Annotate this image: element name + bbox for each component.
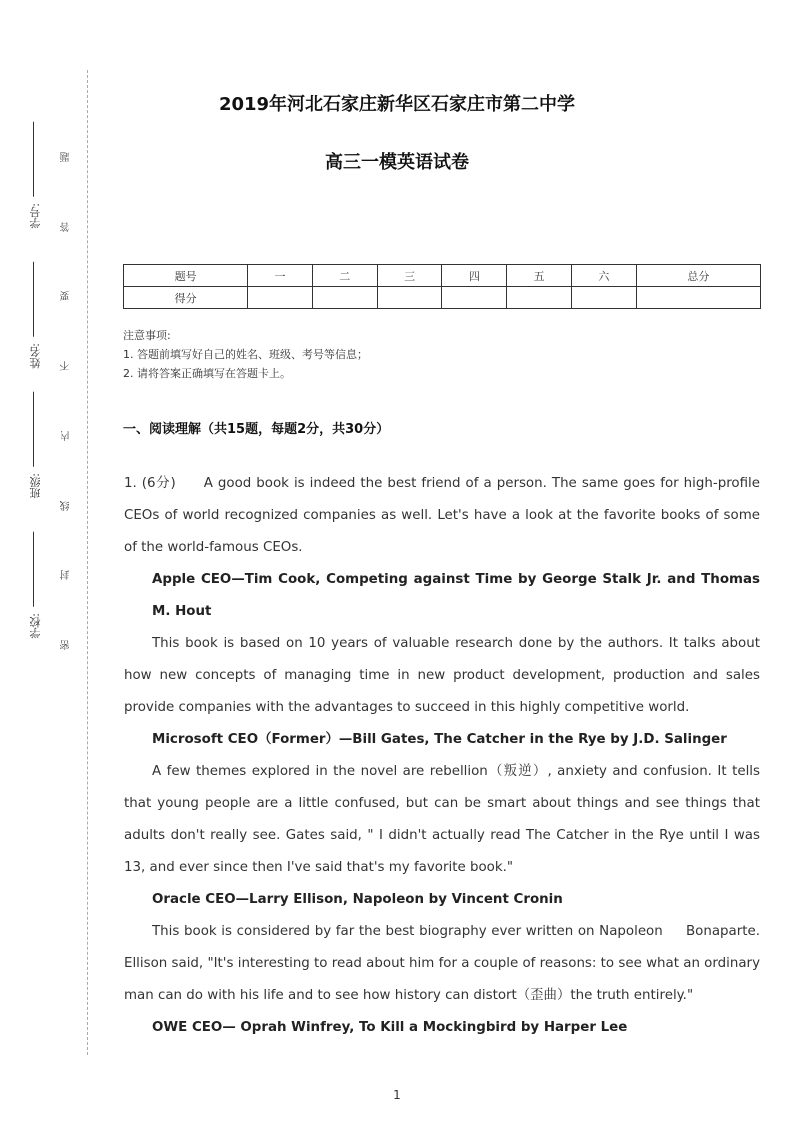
score-input-cell[interactable] bbox=[636, 287, 760, 309]
score-table-score-row bbox=[124, 287, 761, 309]
question-number: 1. (6分) bbox=[124, 476, 176, 491]
notes-title: 注意事项: bbox=[123, 329, 171, 342]
class-field[interactable] bbox=[28, 392, 44, 499]
notes-item: 1. 答题前填写好自己的姓名、班级、考号等信息； bbox=[123, 348, 368, 361]
passage-heading: Microsoft CEO（Former）—Bill Gates, The Catcher in the Rye by J.D. Salinger bbox=[152, 732, 727, 747]
passage-paragraph: This book is considered by far the best biography ever written on Napoleon Bonaparte. Ellison said, "It's interesting to read about him for a couple of reasons: to see what an ordinary man can do with his life and to see how history can distort（歪曲）the truth entirely." bbox=[124, 924, 765, 1003]
class-label: 班级: bbox=[29, 473, 42, 499]
notes-item: 2. 请将答案正确填写在答题卡上。 bbox=[123, 367, 291, 380]
passage-heading: Apple CEO—Tim Cook, Competing against Time by George Stalk Jr. and Thomas M. Hout bbox=[152, 572, 760, 619]
score-table-header-row bbox=[124, 265, 761, 287]
name-field[interactable] bbox=[28, 262, 44, 369]
table-cell: 总分 bbox=[636, 265, 760, 287]
seal-line-text bbox=[57, 150, 75, 650]
score-input-cell[interactable] bbox=[377, 287, 442, 309]
question-intro bbox=[124, 468, 760, 564]
table-cell: 六 bbox=[571, 265, 636, 287]
table-cell: 三 bbox=[377, 265, 442, 287]
table-cell: 得分 bbox=[124, 287, 248, 309]
name-label: 姓名: bbox=[29, 343, 42, 369]
table-cell: 一 bbox=[248, 265, 313, 287]
section-title: 一、阅读理解（共15题，每题2分，共30分） bbox=[123, 422, 390, 437]
score-input-cell[interactable] bbox=[442, 287, 507, 309]
passage-heading: Oracle CEO—Larry Ellison, Napoleon by Vincent Cronin bbox=[152, 892, 563, 907]
passage-paragraph: This book is based on 10 years of valuable research done by the authors. It talks about how new concepts of managing time in new product development, production and sales provide companies with the advantages to succeed in this highly competitive world. bbox=[124, 636, 760, 715]
seal-char: 线 bbox=[60, 498, 72, 511]
seal-char: 答 bbox=[60, 219, 72, 232]
exam-title-line1: 2019年河北石家庄新华区石家庄市第二中学 bbox=[218, 94, 576, 115]
student-id-label: 学号: bbox=[29, 203, 42, 229]
score-input-cell[interactable] bbox=[248, 287, 313, 309]
seal-char: 题 bbox=[60, 150, 72, 162]
table-cell: 五 bbox=[507, 265, 572, 287]
table-cell: 二 bbox=[312, 265, 377, 287]
score-input-cell[interactable] bbox=[312, 287, 377, 309]
school-field[interactable] bbox=[28, 532, 44, 639]
score-input-cell[interactable] bbox=[507, 287, 572, 309]
seal-char: 不 bbox=[60, 359, 72, 372]
exam-title-line2: 高三一模英语试卷 bbox=[325, 152, 469, 173]
exam-notes bbox=[123, 326, 368, 383]
student-id-field[interactable] bbox=[28, 122, 44, 229]
binding-dashed-line bbox=[87, 70, 88, 1055]
score-input-cell[interactable] bbox=[571, 287, 636, 309]
table-cell: 题号 bbox=[124, 265, 248, 287]
score-table bbox=[123, 264, 761, 309]
school-label: 学校: bbox=[29, 613, 42, 639]
seal-char: 内 bbox=[60, 428, 72, 441]
passage-paragraph: A few themes explored in the novel are rebellion（叛逆）, anxiety and confusion. It tells that young people are a little confused, but can be smart about things and see things that adults don't really see. Gates said, " I didn't actually read The Catcher in the Rye until I was 13, and ever since then I've said that's my favorite book." bbox=[124, 764, 760, 875]
passage-heading: OWE CEO— Oprah Winfrey, To Kill a Mockingbird by Harper Lee bbox=[152, 1020, 628, 1035]
intro-text: A good book is indeed the best friend of a person. The same goes for high-profile CEOs of world recognized companies as well. Let's have a look at the favorite books of some of the world-famous CEOs. bbox=[124, 476, 760, 555]
seal-char: 密 bbox=[60, 637, 72, 650]
page-number: 1 bbox=[393, 1088, 401, 1102]
seal-char: 要 bbox=[60, 289, 72, 302]
seal-char: 封 bbox=[60, 568, 72, 581]
reading-passage bbox=[124, 468, 765, 1044]
table-cell: 四 bbox=[442, 265, 507, 287]
